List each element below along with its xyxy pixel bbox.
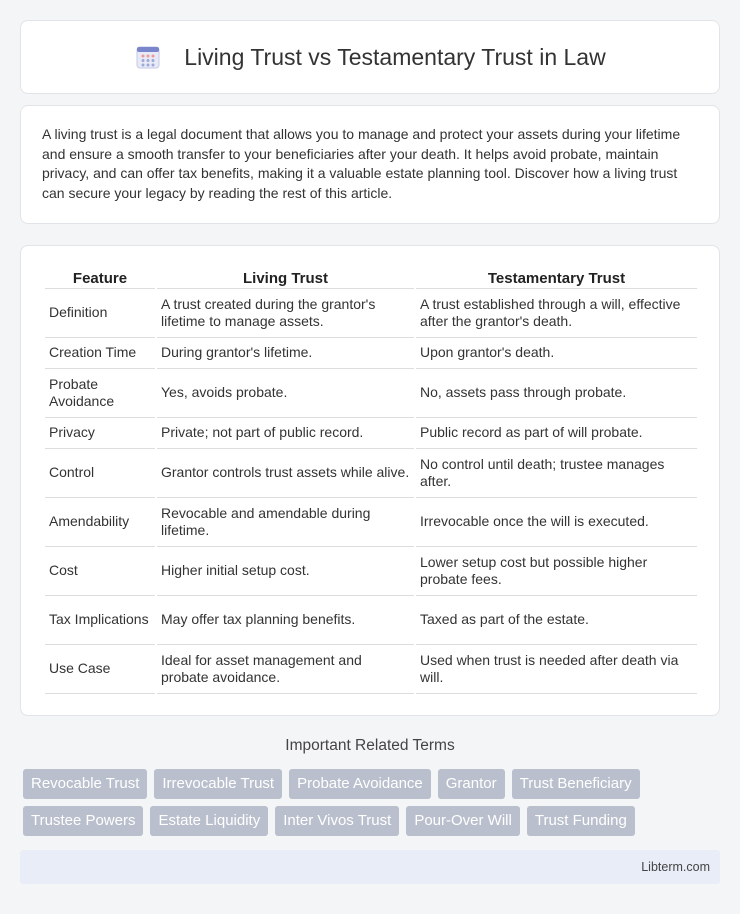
table-row	[45, 547, 697, 596]
table-cell: Yes, avoids probate.	[157, 369, 414, 418]
table-cell: Control	[45, 449, 155, 498]
table-cell: Irrevocable once the will is executed.	[416, 498, 697, 547]
table-cell: Taxed as part of the estate.	[416, 596, 697, 645]
table-cell: Ideal for asset management and probate avoidance.	[157, 645, 414, 694]
table-cell: Amendability	[45, 498, 155, 547]
table-cell: During grantor's lifetime.	[157, 338, 414, 369]
header-card	[20, 20, 720, 94]
header-living-trust: Living Trust	[157, 266, 414, 289]
table-cell: May offer tax planning benefits.	[157, 596, 414, 645]
table-cell: Used when trust is needed after death via will.	[416, 645, 697, 694]
tag-trustee-powers[interactable]: Trustee Powers	[23, 806, 143, 836]
table-row	[45, 338, 697, 369]
table-cell: Upon grantor's death.	[416, 338, 697, 369]
table-row	[45, 449, 697, 498]
table-cell: Higher initial setup cost.	[157, 547, 414, 596]
table-cell: Tax Implications	[45, 596, 155, 645]
table-cell: Probate Avoidance	[45, 369, 155, 418]
tag-irrevocable-trust[interactable]: Irrevocable Trust	[154, 769, 282, 799]
calendar-grid-icon	[134, 43, 162, 71]
tag-grantor[interactable]: Grantor	[438, 769, 505, 799]
comparison-table-card	[20, 245, 720, 716]
table-row	[45, 645, 697, 694]
related-terms-tags	[23, 769, 723, 843]
table-header-row	[45, 266, 697, 289]
table-cell: A trust established through a will, effective after the grantor's death.	[416, 289, 697, 338]
tag-revocable-trust[interactable]: Revocable Trust	[23, 769, 147, 799]
table-row	[45, 289, 697, 338]
table-cell: Use Case	[45, 645, 155, 694]
table-cell: Lower setup cost but possible higher probate fees.	[416, 547, 697, 596]
table-cell: Revocable and amendable during lifetime.	[157, 498, 414, 547]
tag-estate-liquidity[interactable]: Estate Liquidity	[150, 806, 268, 836]
related-terms-title: Important Related Terms	[285, 737, 455, 754]
comparison-table	[43, 266, 699, 694]
tag-pour-over-will[interactable]: Pour-Over Will	[406, 806, 520, 836]
table-cell: Grantor controls trust assets while alive.	[157, 449, 414, 498]
table-cell: A trust created during the grantor's lifetime to manage assets.	[157, 289, 414, 338]
intro-card	[20, 105, 720, 224]
table-cell: Public record as part of will probate.	[416, 418, 697, 449]
tag-probate-avoidance[interactable]: Probate Avoidance	[289, 769, 431, 799]
footer	[20, 850, 720, 884]
footer-site-link[interactable]: Libterm.com	[641, 860, 710, 874]
table-cell: Privacy	[45, 418, 155, 449]
table-cell: Cost	[45, 547, 155, 596]
table-cell: No, assets pass through probate.	[416, 369, 697, 418]
page-title: Living Trust vs Testamentary Trust in Law	[184, 43, 606, 70]
table-cell: Private; not part of public record.	[157, 418, 414, 449]
tag-trust-beneficiary[interactable]: Trust Beneficiary	[512, 769, 640, 799]
tag-inter-vivos-trust[interactable]: Inter Vivos Trust	[275, 806, 399, 836]
table-row	[45, 369, 697, 418]
header-testamentary-trust: Testamentary Trust	[416, 266, 697, 289]
intro-paragraph: A living trust is a legal document that allows you to manage and protect your assets during your lifetime and ensure a smooth transfer to your beneficiaries after your death. It helps avoid probate, maintain privacy, and can offer tax benefits, making it a valuable estate planning tool. Discover how a living trust can secure your legacy by reading the rest of this article.	[42, 126, 681, 201]
table-cell: No control until death; trustee manages after.	[416, 449, 697, 498]
table-row	[45, 418, 697, 449]
table-cell: Creation Time	[45, 338, 155, 369]
table-row	[45, 498, 697, 547]
table-row	[45, 596, 697, 645]
table-cell: Definition	[45, 289, 155, 338]
header-feature: Feature	[45, 266, 155, 289]
tag-trust-funding[interactable]: Trust Funding	[527, 806, 635, 836]
